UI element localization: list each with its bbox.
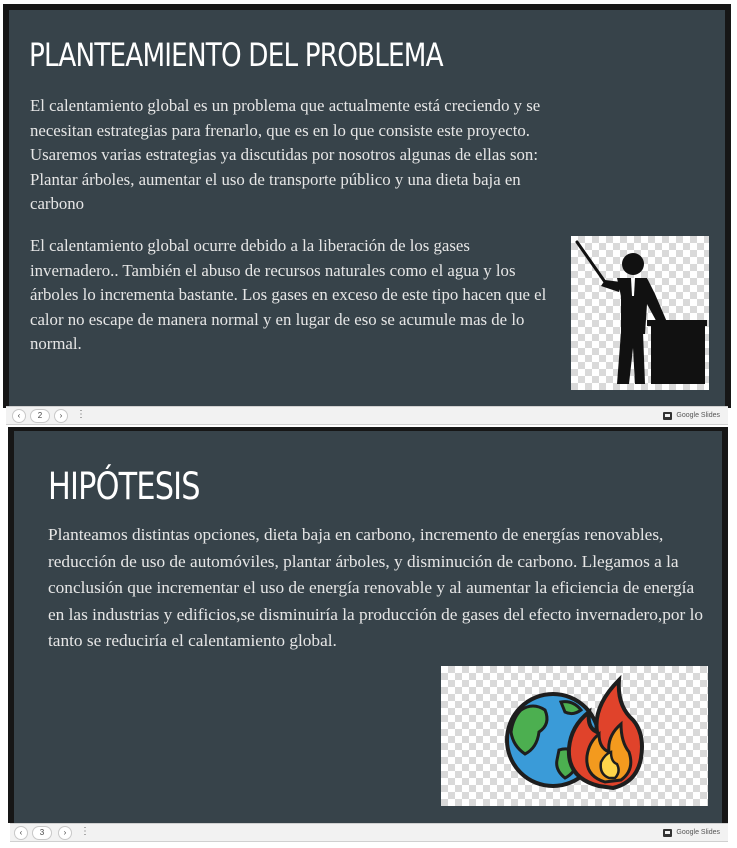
more-options-button[interactable]: ⋮ <box>80 826 90 837</box>
next-slide-button[interactable]: › <box>54 409 68 423</box>
page-number[interactable]: 3 <box>32 826 52 840</box>
slide-hipotesis <box>8 427 728 823</box>
brand-label: Google Slides <box>676 412 720 419</box>
google-slides-icon <box>663 829 672 837</box>
slide-paragraph: El calentamiento global ocurre debido a la liberación de los gases invernadero.. También el abuso de recursos naturales como el agua y los árboles lo incrementa bastante. Los gases en exceso de este tipo hacen que el calor no escape de manera normal y en lugar de eso se acumule mas de lo normal. <box>30 236 547 353</box>
google-slides-icon <box>663 412 672 420</box>
slide-paragraph: El calentamiento global es un problema que actualmente está creciendo y se necesitan estrategias para frenarlo, que es en lo que consiste este proyecto. Usaremos varias estrategias ya discutidas por nosotros algunas de ellas son: Plantar árboles, aumentar el uso de transporte público y una dieta baja en carbono <box>30 96 541 213</box>
slide-planteamiento <box>3 4 731 408</box>
brand-label: Google Slides <box>676 829 720 836</box>
more-options-button[interactable]: ⋮ <box>76 409 86 420</box>
google-slides-link[interactable] <box>663 827 720 838</box>
next-slide-button[interactable]: › <box>58 826 72 840</box>
previous-slide-button[interactable]: ‹ <box>14 826 28 840</box>
burning-earth-icon <box>441 666 708 806</box>
presenter-at-podium-icon <box>571 236 709 390</box>
slide-toolbar <box>6 406 728 425</box>
page-number[interactable]: 2 <box>30 409 50 423</box>
slide-toolbar <box>10 823 728 842</box>
previous-slide-button[interactable]: ‹ <box>12 409 26 423</box>
slide-title: PLANTEAMIENTO DEL PROBLEMA <box>29 36 443 74</box>
google-slides-link[interactable] <box>663 410 720 421</box>
slide-paragraph: Planteamos distintas opciones, dieta baja en carbono, incremento de energías renovables, reducción de uso de automóviles, plantar árboles, y disminución de carbono. Llegamos a la conclusión que incrementar el uso de energía renovable y al aumentar la eficiencia de energía en las industrias y edificios,se disminuiría la producción de gases del efecto invernadero,por lo tanto se reduciría el calentamiento global. <box>48 525 704 650</box>
slide-title: HIPÓTESIS <box>48 465 200 508</box>
